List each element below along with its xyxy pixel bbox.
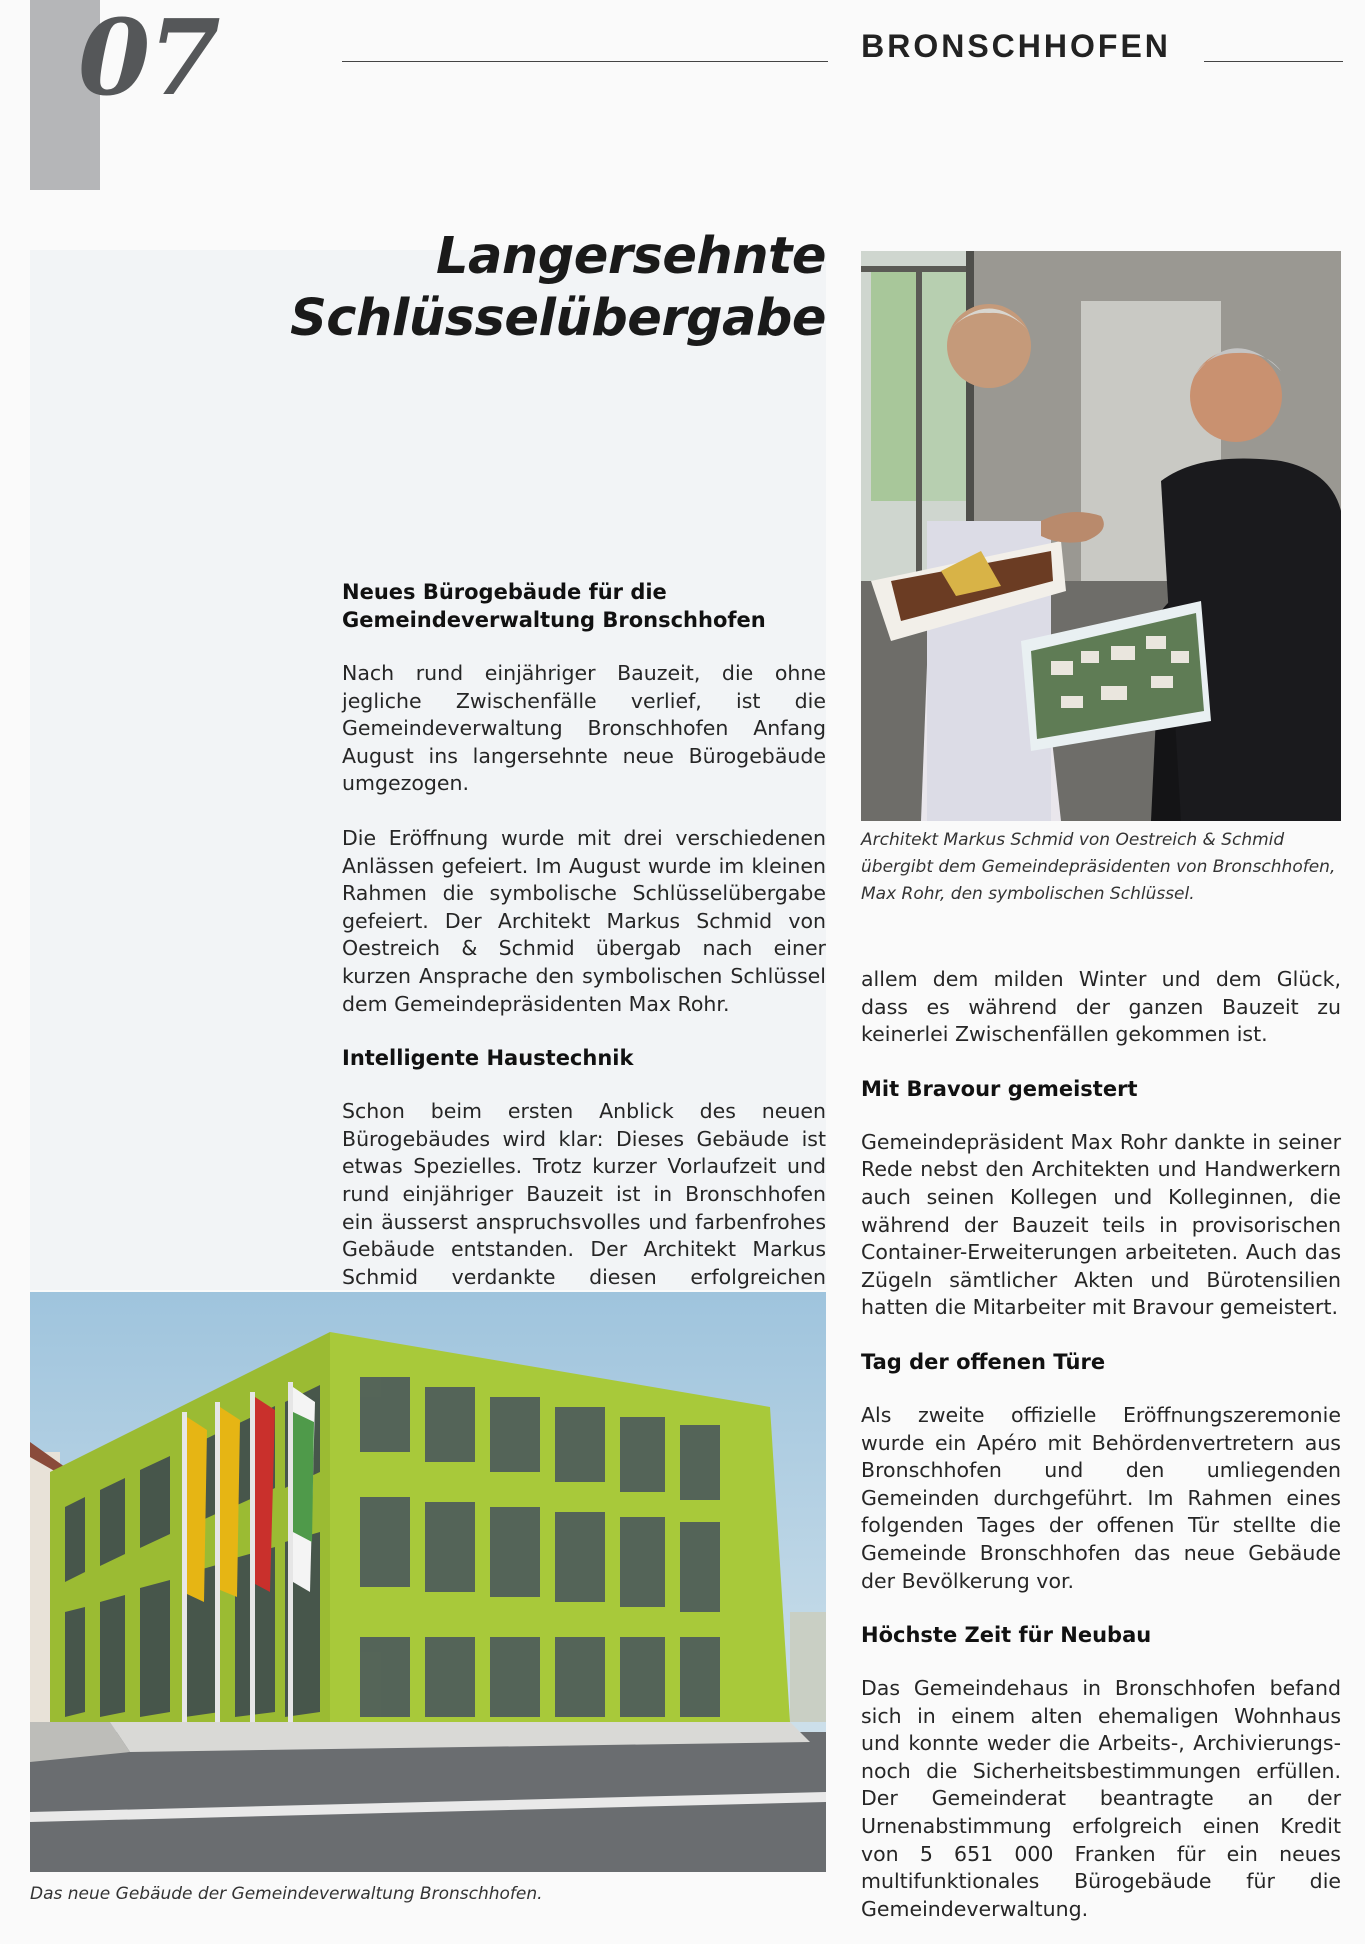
section-title: BRONSCHHOFEN xyxy=(861,28,1171,64)
header-rule-right xyxy=(1204,61,1343,62)
subheading-haustechnik: Intelligente Haustechnik xyxy=(342,1046,634,1071)
subheading-bravour: Mit Bravour gemeistert xyxy=(861,1076,1138,1101)
text-column-right xyxy=(861,966,1341,1923)
paragraph-haustechnik: Schon beim ersten Anblick des neuen Bürogebäudes wird klar: Dieses Gebäude ist etwas Spezielles. Trotz kurzer Vorlaufzeit und rund einjähriger Bauzeit ist in Bronschhofen ein äusserst anspruchsvolles und farbenfrohes Gebäude entstanden. Der Architekt Markus Schmid verdankte diesen erfolgreichen xyxy=(342,1099,826,1289)
building-photo-caption: Das neue Gebäude der Gemeindeverwaltung Bronschhofen. xyxy=(30,1884,543,1904)
handover-photo-caption: Architekt Markus Schmid von Oestreich & Schmid übergibt dem Gemeindepräsidenten von Bronschhofen, Max Rohr, den symbolischen Schlüssel. xyxy=(861,830,1336,904)
building-photo xyxy=(30,1292,826,1872)
article-title xyxy=(240,226,826,350)
paragraph-opening: Die Eröffnung wurde mit drei verschiedenen Anlässen gefeiert. Im August wurde im kleinen Rahmen die symbolische Schlüsselübergabe gefeiert. Der Architekt Markus Schmid von Oestreich & Schmid übergab nach einer kurzen Ansprache den symbolischen Schlüssel dem Gemeindepräsidenten Max Rohr. xyxy=(342,825,826,1016)
intro-heading-line-2: Gemeindeverwaltung Bronschhofen xyxy=(342,608,766,632)
intro-heading-line-1: Neues Bürogebäude für die xyxy=(342,580,667,604)
article-title-line-2: Schlüsselübergabe xyxy=(290,289,826,348)
text-column-left xyxy=(342,578,826,1319)
paragraph-bravour: Gemeindepräsident Max Rohr dankte in seiner Rede nebst den Architekten und Handwerkern auch seinen Kollegen und Kolleginnen, die während der Bauzeit teils in provisorischen Container-Erweiterungen arbeiteten. Auch das Zügeln sämtlicher Akten und Bürotensilien hatten die Mitarbeiter mit Bravour gemeistert. xyxy=(861,1129,1341,1320)
article-title-line-1: Langersehnte xyxy=(436,227,826,286)
paragraph-offene-tuere: Als zweite offizielle Eröffnungszeremonie wurde ein Apéro mit Behördenvertretern aus Bronschhofen und den umliegenden Gemeinden durchgeführt. Im Rahmen eines folgenden Tages der offenen Tür stellte die Gemeinde Bronschhofen das neue Gebäude der Bevölkerung vor. xyxy=(861,1402,1341,1593)
paragraph-intro: Nach rund einjähriger Bauzeit, die ohne jegliche Zwischenfälle verlief, ist die Gemeindeverwaltung Bronschhofen Anfang August ins langersehnte neue Bürogebäude umgezogen. xyxy=(342,661,826,796)
header-rule-left xyxy=(342,61,828,62)
intro-heading xyxy=(342,578,826,634)
subheading-offene-tuere: Tag der offenen Türe xyxy=(861,1349,1106,1374)
paragraph-neubau: Das Gemeindehaus in Bronschhofen befand sich in einem alten ehemaligen Wohnhaus und konnte weder die Arbeits-, Archivierungs- noch die Sicherheitsbestimmungen erfüllen. Der Gemeinderat beantragte an der Urnenabstimmung erfolgreich einen Kredit von 5 651 000 Franken für ein neues multifunktionales Bürogebäude für die Gemeindeverwaltung. xyxy=(861,1676,1341,1921)
paragraph-haustechnik-continued: allem dem milden Winter und dem Glück, dass es während der ganzen Bauzeit zu keinerlei Zwischenfällen gekommen ist. xyxy=(861,967,1341,1047)
page-number: 07 xyxy=(78,0,219,119)
handover-photo xyxy=(861,251,1341,821)
subheading-neubau: Höchste Zeit für Neubau xyxy=(861,1623,1152,1648)
